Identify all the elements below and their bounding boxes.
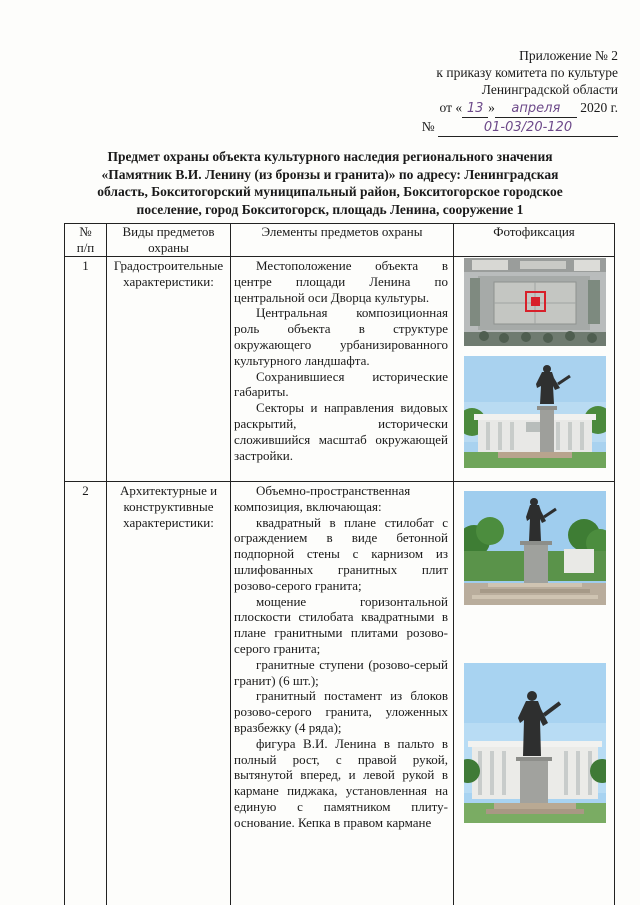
row-2-paragraph: фигура В.И. Ленина в пальто в полный рост, с правой рукой, вытянутой вперед, и левой рукой в кармане пиджака, установленная на единую с памятником плиту-основание. Кепка в правом кармане <box>234 735 448 830</box>
table-col-line <box>106 223 107 905</box>
row-1-paragraph: Местоположение объекта в центре площади Ленина по центральной оси Дворца культуры. <box>234 258 448 305</box>
table-header-divider <box>64 256 615 257</box>
table-col-line <box>230 223 231 905</box>
header-elements: Элементы предметов охраны <box>261 224 423 239</box>
header-types: Виды предметов охраны <box>122 224 215 255</box>
monument-photo-front <box>464 663 606 823</box>
row-1-paragraph: Сохранившиеся исторические габариты. <box>234 368 448 400</box>
table-col-line <box>453 223 454 905</box>
order-number: № 01-03/20-120 <box>422 118 618 137</box>
row-2-paragraph: гранитные ступени (розово-серый гранит) (6 шт.); <box>234 656 448 688</box>
row-2-paragraph: мощение горизонтальной плоскости стилобата квадратными в плане гранитными плитами розово-серого гранита; <box>234 593 448 656</box>
appendix-label: Приложение № 2 <box>519 48 618 63</box>
row-2-type: Архитектурные и конструктивные характеристики: <box>119 483 218 530</box>
row-1-type: Градостроительные характеристики: <box>113 258 224 289</box>
table-col-line <box>614 223 615 905</box>
row-2-num: 2 <box>82 483 89 498</box>
order-line: к приказу комитета по культуре <box>436 65 618 80</box>
date-month-handwritten: апреля <box>495 100 577 118</box>
number-handwritten: 01-03/20-120 <box>438 119 618 137</box>
date-day-handwritten: 13 <box>462 100 488 118</box>
row-2-paragraph: гранитный постамент из блоков розово-серого гранита, уложенных вразбежку (4 ряда); <box>234 688 448 735</box>
row-1-paragraph: Секторы и направления видовых раскрытий, исторически сложившийся масштаб окружающей застройки. <box>234 400 448 463</box>
table-col-line <box>64 223 65 905</box>
document-title: Предмет охраны объекта культурного наследия регионального значения «Памятник В.И. Ленину (из бронзы и гранита)» по адресу: Ленинградская область, Бокситогорский муниципальный район, Бокситогорское городское поселение, город Бокситогорск, площадь Ленина, сооружение 1 <box>97 149 563 217</box>
order-date: от « 13 » апреля 2020 г. <box>439 100 618 116</box>
monument-photo-square <box>464 356 606 468</box>
monument-photo-wide <box>464 491 606 605</box>
row-1-elements <box>234 258 448 463</box>
table-row-divider <box>64 481 615 482</box>
header-num: № п/п <box>76 224 95 255</box>
row-2-paragraph: Объемно-пространственная композиция, включающая: <box>234 483 411 514</box>
row-2-paragraph: квадратный в плане стилобат с ограждением в виде бетонной подпорной стены с карнизом из шлифованных гранитных плит розово-серого гранита; <box>234 514 448 593</box>
header-photo: Фотофиксация <box>493 224 575 239</box>
aerial-map-photo <box>464 258 606 346</box>
row-2-elements <box>234 483 448 831</box>
region-line: Ленинградской области <box>481 82 618 97</box>
row-1-num: 1 <box>82 258 89 273</box>
row-1-paragraph: Центральная композиционная роль объекта в структуре окружающего урбанизированного культурного ландшафта. <box>234 305 448 368</box>
